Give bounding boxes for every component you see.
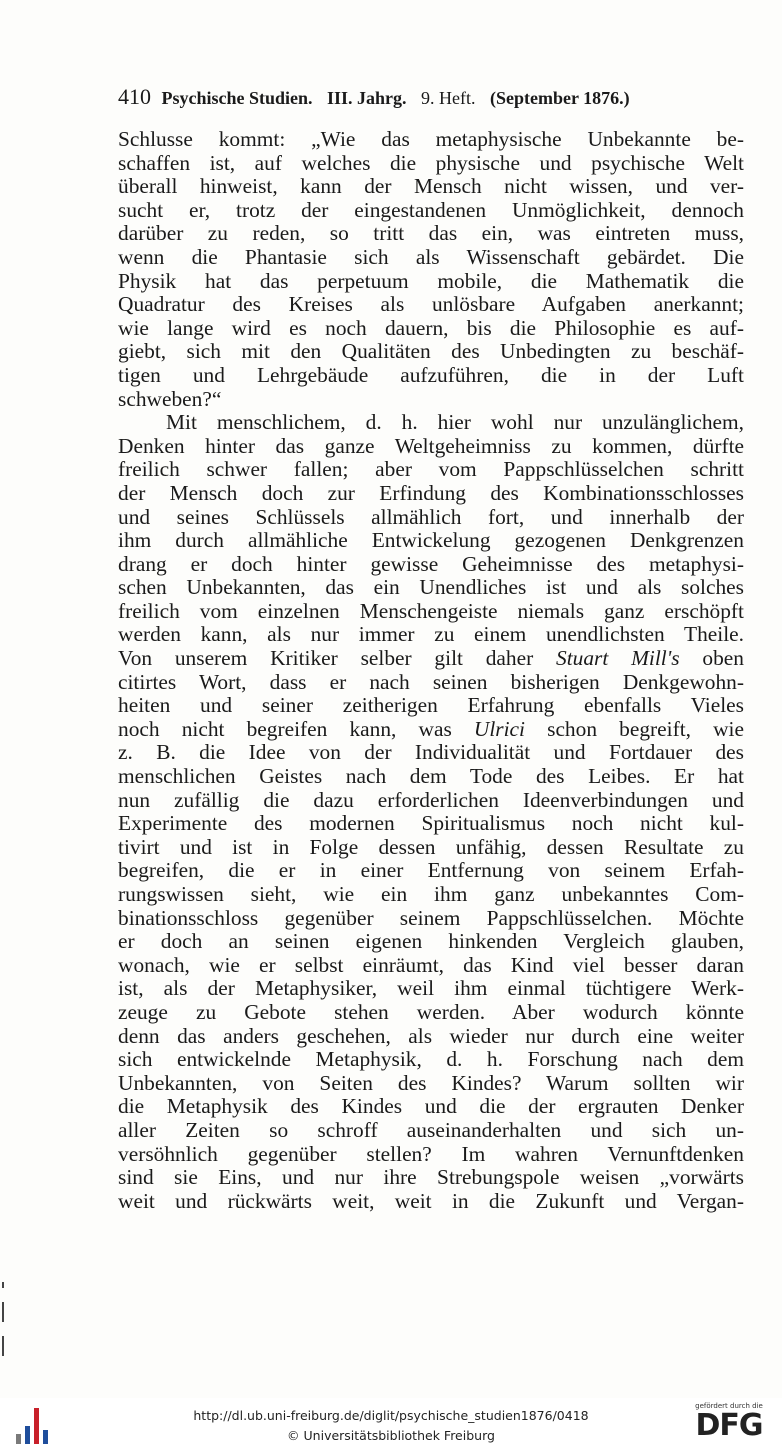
journal-title: Psychische Studien. bbox=[161, 88, 313, 108]
text-line: werden kann, als nur immer zu einem unendlichsten Theile. bbox=[118, 623, 744, 647]
page-number: 410 bbox=[118, 84, 151, 109]
text-line: tigen und Lehrgebäude aufzuführen, die in der Luft bbox=[118, 363, 744, 387]
issue-date: (September 1876.) bbox=[490, 88, 630, 108]
margin-marks bbox=[2, 1282, 4, 1370]
text-line: weit und rückwärts weit, weit in die Zukunft und Vergan- bbox=[118, 1189, 744, 1213]
text-line: drang er doch hinter gewisse Geheimnisse des metaphysi- bbox=[118, 552, 744, 576]
text-line: schen Unbekannten, das ein Unendliches ist und als solches bbox=[118, 576, 744, 600]
text-line: ist, als der Metaphysiker, weil ihm einmal tüchtigere Werk- bbox=[118, 977, 744, 1001]
text-line: tivirt und ist in Folge dessen unfähig, dessen Resultate zu bbox=[118, 835, 744, 859]
text-line: heiten und seiner zeitherigen Erfahrung ebenfalls Vieles bbox=[118, 694, 744, 718]
text-line: sucht er, trotz der eingestandenen Unmöglichkeit, dennoch bbox=[118, 198, 744, 222]
text-line: ihm durch allmähliche Entwickelung gezogenen Denkgrenzen bbox=[118, 529, 744, 553]
text-line: wonach, wie er selbst einräumt, das Kind viel besser daran bbox=[118, 953, 744, 977]
text-segment: oben bbox=[679, 647, 744, 671]
text-line: er doch an seinen eigenen hinkenden Vergleich glauben, bbox=[118, 930, 744, 954]
running-header bbox=[118, 84, 744, 110]
text-line: aller Zeiten so schroff auseinanderhalten und sich un- bbox=[118, 1118, 744, 1142]
text-line: freilich schwer fallen; aber vom Pappschlüsselchen schritt bbox=[118, 458, 744, 482]
text-line: z. B. die Idee von der Individualität und Fortdauer des bbox=[118, 741, 744, 765]
text-line: freilich vom einzelnen Menschengeiste niemals ganz erschöpft bbox=[118, 599, 744, 623]
text-segment: schon begreift, wie bbox=[525, 717, 744, 741]
text-line: denn das anders geschehen, als wieder nur durch eine weiter bbox=[118, 1024, 744, 1048]
text-segment: noch nicht begreifen kann, was bbox=[118, 717, 474, 741]
text-line: der Mensch doch zur Erfindung des Kombinationsschlosses bbox=[118, 481, 744, 505]
text-line: menschlichen Geistes nach dem Tode des Leibes. Er hat bbox=[118, 765, 744, 789]
text-line: begreifen, die er in einer Entfernung von seinem Erfah- bbox=[118, 859, 744, 883]
text-line: schaffen ist, auf welches die physische und psychische Welt bbox=[118, 151, 744, 175]
text-line bbox=[118, 718, 744, 742]
text-line: binationsschloss gegenüber seinem Pappschlüsselchen. Möchte bbox=[118, 906, 744, 930]
text-segment: Von unserem Kritiker selber gilt daher bbox=[118, 647, 556, 671]
text-line: und seines Schlüssels allmählich fort, und innerhalb der bbox=[118, 505, 744, 529]
italic-name: Stuart Mill's bbox=[556, 647, 680, 671]
text-line: rungswissen sieht, wie ein ihm ganz unbekanntes Com- bbox=[118, 883, 744, 906]
text-line: Physik hat das perpetuum mobile, die Mathematik die bbox=[118, 269, 744, 293]
text-line bbox=[118, 647, 744, 671]
text-line: Experimente des modernen Spiritualismus noch nicht kul- bbox=[118, 812, 744, 836]
text-line: Mit menschlichem, d. h. hier wohl nur unzulänglichem, bbox=[166, 411, 744, 435]
text-line: Schlusse kommt: „Wie das metaphysische Unbekannte be- bbox=[118, 128, 744, 151]
footer-bar bbox=[0, 1398, 782, 1450]
body-text bbox=[118, 128, 744, 1213]
text-line: wie lange wird es noch dauern, bis die Philosophie es auf- bbox=[118, 316, 744, 340]
text-line: wenn die Phantasie sich als Wissenschaft gebärdet. Die bbox=[118, 245, 744, 269]
text-line: citirtes Wort, dass er nach seinen bisherigen Denkgewohn- bbox=[118, 670, 744, 694]
copyright-notice: © Universitätsbibliothek Freiburg bbox=[287, 1428, 495, 1443]
text-line: Denken hinter das ganze Weltgeheimniss zu kommen, dürfte bbox=[118, 434, 744, 458]
issue-label: 9. Heft. bbox=[421, 88, 476, 108]
dfg-logo-text: DFG bbox=[695, 1408, 763, 1443]
text-line: versöhnlich gegenüber stellen? Im wahren Vernunftdenken bbox=[118, 1142, 744, 1166]
text-line: schweben?“ bbox=[118, 387, 222, 411]
text-line: Unbekannten, von Seiten des Kindes? Warum sollten wir bbox=[118, 1071, 744, 1095]
dfg-funder-note: gefördert durch die bbox=[695, 1402, 763, 1410]
text-line: überall hinweist, kann der Mensch nicht wissen, und ver- bbox=[118, 175, 744, 199]
volume-label: III. Jahrg. bbox=[327, 88, 407, 108]
text-line: darüber zu reden, so tritt das ein, was eintreten muss, bbox=[118, 222, 744, 246]
text-line: Quadratur des Kreises als unlösbare Aufgaben anerkannt; bbox=[118, 293, 744, 317]
permalink-url[interactable]: http://dl.ub.uni-freiburg.de/diglit/psychische_studien1876/0418 bbox=[193, 1408, 589, 1423]
dfg-logo[interactable] bbox=[686, 1402, 772, 1442]
text-line: nun zufällig die dazu erforderlichen Ideenverbindungen und bbox=[118, 788, 744, 812]
italic-name: Ulrici bbox=[473, 717, 525, 741]
text-line: giebt, sich mit den Qualitäten des Unbedingten zu beschäf- bbox=[118, 340, 744, 364]
text-line: sind sie Eins, und nur ihre Strebungspole weisen „vorwärts bbox=[118, 1166, 744, 1190]
text-line: sich entwickelnde Metaphysik, d. h. Forschung nach dem bbox=[118, 1048, 744, 1072]
text-line: die Metaphysik des Kindes und die der ergrauten Denker bbox=[118, 1095, 744, 1119]
text-line: zeuge zu Gebote stehen werden. Aber wodurch könnte bbox=[118, 1000, 744, 1024]
